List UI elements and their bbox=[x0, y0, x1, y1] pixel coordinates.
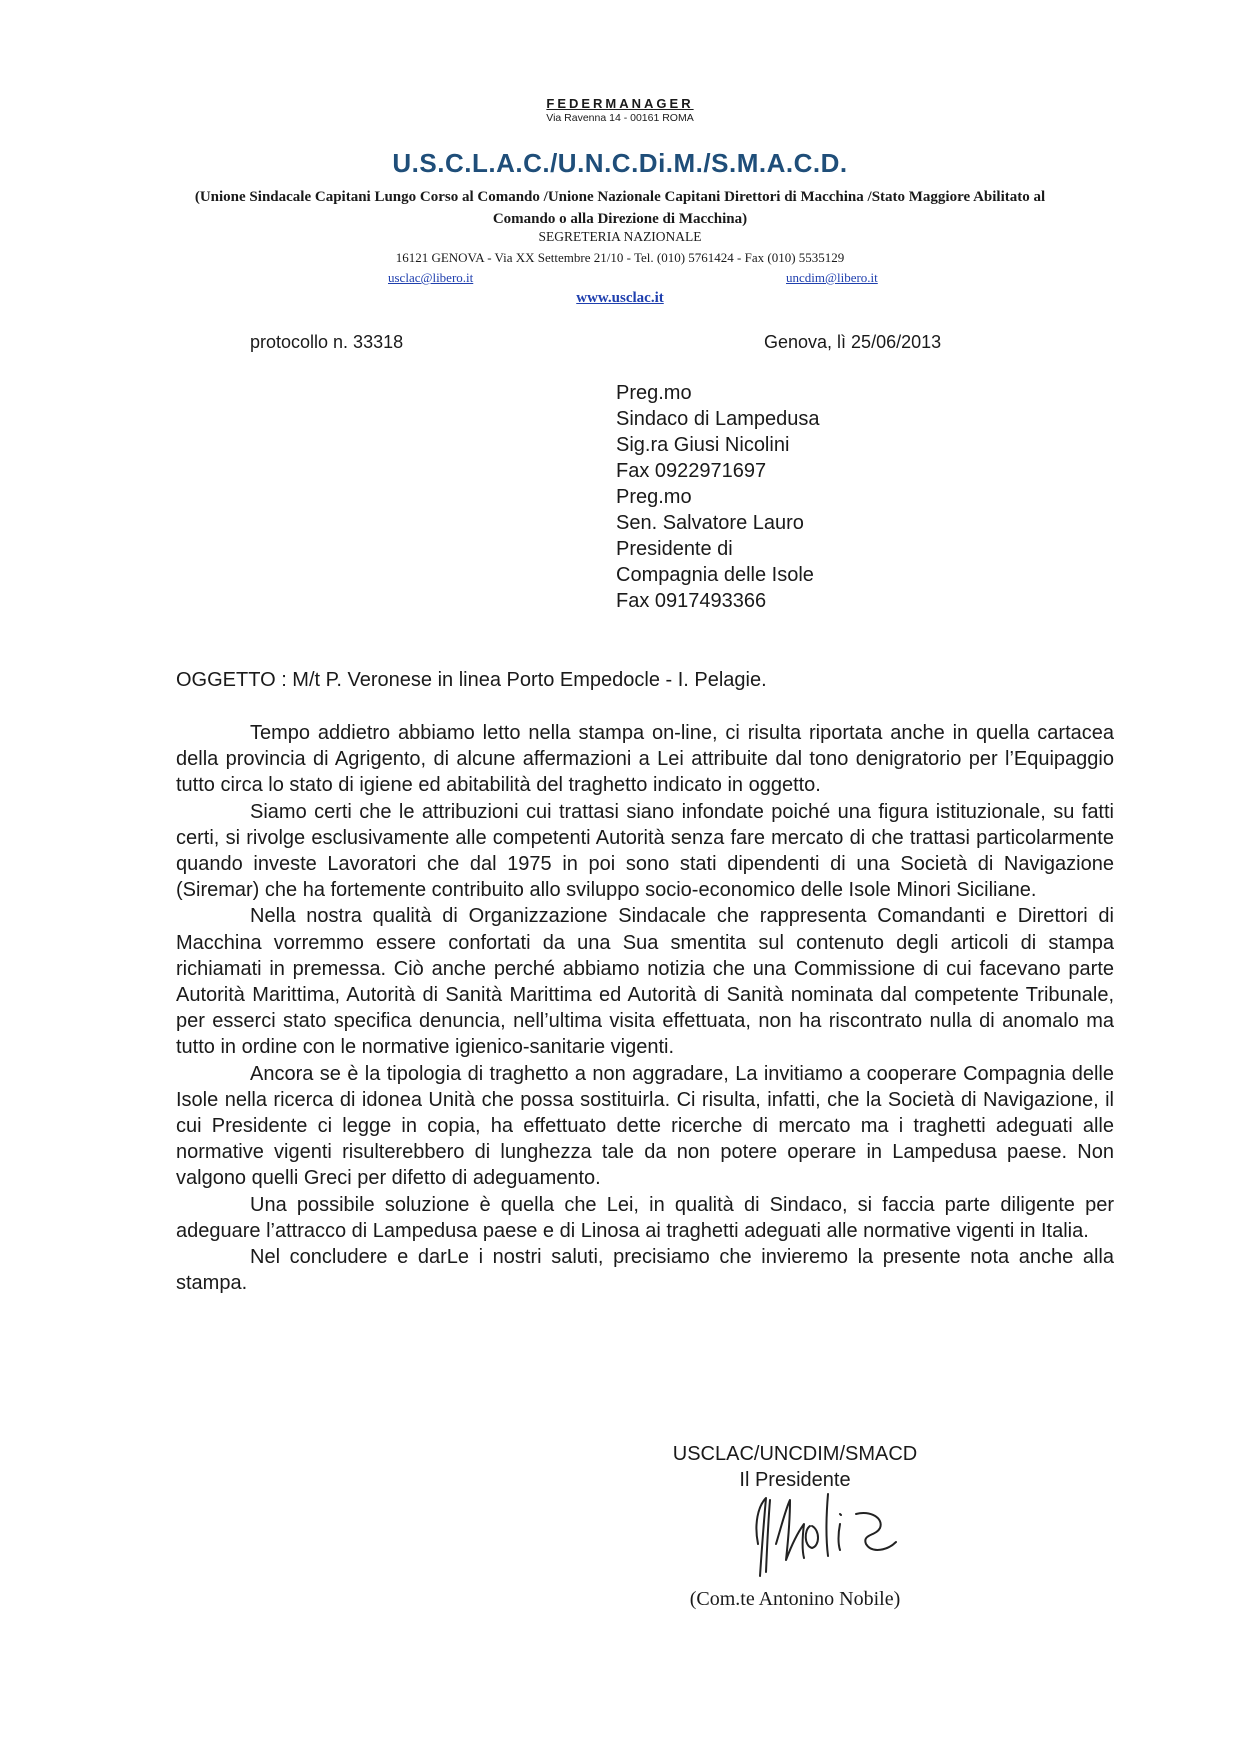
recipient-line: Presidente di bbox=[616, 538, 733, 560]
recipient-line: Sig.ra Giusi Nicolini bbox=[616, 434, 790, 456]
recipient-block bbox=[616, 380, 819, 614]
letter-body bbox=[176, 720, 1114, 1296]
signatory-name: (Com.te Antonino Nobile) bbox=[689, 1588, 901, 1610]
recipient-line: Preg.mo bbox=[616, 382, 692, 404]
recipient-line: Sindaco di Lampedusa bbox=[616, 408, 820, 430]
federation-name: FEDERMANAGER bbox=[546, 96, 694, 111]
union-acronym: U.S.C.L.A.C./U.N.C.Di.M./S.M.A.C.D. bbox=[392, 148, 848, 178]
body-paragraph: Nella nostra qualità di Organizzazione Sindacale che rappresenta Comandanti e Direttori di Macchina vorremmo essere confortati da una Sua smentita sul contenuto degli articoli di stampa richiamati in premessa. Ciò anche perché abbiamo notizia che una Commissione di cui facevano parte Autorità Marittima, Autorità di Sanità Marittima ed Autorità di Sanità nominata dal competente Tribunale, per esserci stato specifica denuncia, nell’ultima visita effettuata, non ha riscontrato nulla di anomalo ma tutto in ordine con le normative igienico-sanitarie vigenti. bbox=[176, 905, 1114, 1059]
handwritten-signature bbox=[740, 1484, 930, 1584]
secretariat-label: SEGRETERIA NAZIONALE bbox=[538, 229, 702, 244]
body-paragraph: Ancora se è la tipologia di traghetto a non aggradare, La invitiamo a cooperare Compagnia delle Isole nella ricerca di idonea Unità che possa sostituirla. Ci risulta, infatti, che la Società di Navigazione, il cui Presidente ci legge in copia, ha effettuato dette ricerche di mercato ma i traghetti adeguati alle normative vigenti risulterebbero di lunghezza tale da non potere operare in Lampedusa paese. Non valgono quelli Greci per difetto di adeguamento. bbox=[176, 1062, 1114, 1190]
email-link-usclac[interactable]: usclac@libero.it bbox=[388, 270, 474, 285]
letter-subject: OGGETTO : M/t P. Veronese in linea Porto Empedocle - I. Pelagie. bbox=[176, 669, 767, 691]
body-paragraph: Una possibile soluzione è quella che Lei, in qualità di Sindaco, si faccia parte diligente per adeguare l’attracco di Lampedusa paese e di Linosa ai traghetti adeguati alle normative vigenti in Italia. bbox=[176, 1193, 1114, 1242]
recipient-line: Sen. Salvatore Lauro bbox=[616, 512, 804, 534]
website-link[interactable]: www.usclac.it bbox=[576, 290, 664, 306]
union-full-name: (Unione Sindacale Capitani Lungo Corso al Comando /Unione Nazionale Capitani Direttori di Macchina /Stato Maggiore Abilitato al Comando o alla Direzione di Macchina) bbox=[194, 189, 1046, 227]
email-link-uncdim[interactable]: uncdim@libero.it bbox=[786, 270, 878, 285]
federation-address: Via Ravenna 14 - 00161 ROMA bbox=[546, 112, 694, 124]
closing-role: Il Presidente bbox=[739, 1469, 851, 1491]
recipient-line: Fax 0922971697 bbox=[616, 460, 767, 482]
closing-organization: USCLAC/UNCDIM/SMACD bbox=[672, 1443, 918, 1465]
recipient-line: Fax 0917493366 bbox=[616, 590, 767, 612]
body-paragraph: Tempo addietro abbiamo letto nella stampa on-line, ci risulta riportata anche in quella cartacea della provincia di Agrigento, di alcune affermazioni a Lei attribuite dal tono denigratorio per l’Equipaggio tutto circa lo stato di igiene ed abitabilità del traghetto indicato in oggetto. bbox=[176, 722, 1114, 797]
recipient-line: Compagnia delle Isole bbox=[616, 564, 814, 586]
place-date: Genova, lì 25/06/2013 bbox=[764, 332, 942, 352]
body-paragraph: Siamo certi che le attribuzioni cui trattasi siano infondate poiché una figura istituzionale, su fatti certi, si rivolge esclusivamente alle competenti Autorità senza fare mercato di che trattasi particolarmente quando investe Lavoratori che dal 1975 in poi sono stati dipendenti di una Società di Navigazione (Siremar) che ha fortemente contribuito allo sviluppo socio-economico delle Isole Minori Siciliane. bbox=[176, 800, 1114, 902]
body-paragraph: Nel concludere e darLe i nostri saluti, precisiamo che invieremo la presente nota anche alla stampa. bbox=[176, 1246, 1114, 1295]
secretariat-address: 16121 GENOVA - Via XX Settembre 21/10 - Tel. (010) 5761424 - Fax (010) 5535129 bbox=[395, 250, 845, 265]
recipient-line: Preg.mo bbox=[616, 486, 692, 508]
protocol-number: protocollo n. 33318 bbox=[250, 332, 404, 352]
